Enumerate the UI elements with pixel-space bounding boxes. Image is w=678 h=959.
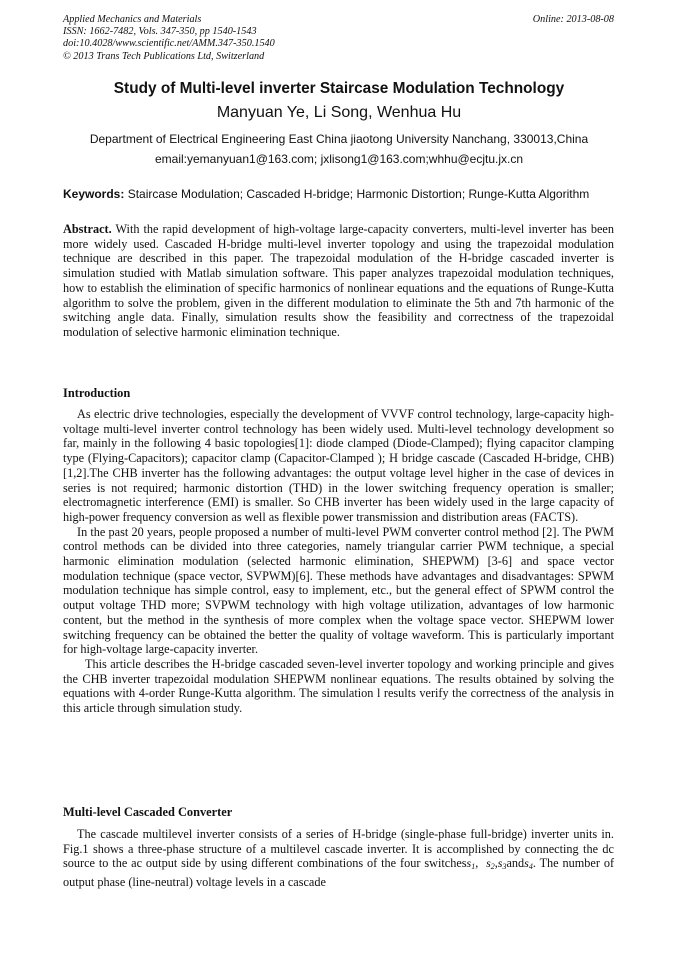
- copyright-line: © 2013 Trans Tech Publications Ltd, Switzerland: [63, 50, 265, 62]
- intro-paragraph-2: In the past 20 years, people proposed a number of multi-level PWM converter control method [2]. The PWM control methods can be divided into three categories, namely triangular carrier PWM technique, a special harmonic elimination modulation (selected harmonic elimination, SHEPWM) [3-6] and space vector modulation technique (space vector, SVPWM)[6]. These methods have advantages and disadvantages: SPWM modulation technique has simple control, easy to implement, etc., but the general effect of SPWM control the output voltage THD more; SVPWM technology with high voltage utilization, advantages of low harmonic content, but the method in the synthesis of more complex when the voltage space vector. SHEPWM lower switching frequency can be obtained the better the quality of voltage waveform. This is particularly important for high-voltage large-capacity inverter.: [63, 524, 614, 657]
- abstract-label: Abstract.: [63, 222, 112, 236]
- authors: Manyuan Ye, Li Song, Wenhua Hu: [216, 104, 462, 121]
- switch-s1: $s_1$: [466, 856, 476, 872]
- switch-s2: $s_2$: [486, 856, 495, 872]
- multilevel-body: [63, 827, 614, 890]
- doi-line: doi:10.4028/www.scientific.net/AMM.347-350.1540: [63, 38, 275, 50]
- multilevel-heading: Multi-level Cascaded Converter: [63, 805, 233, 819]
- affiliation: Department of Electrical Engineering East China jiaotong University Nanchang, 330013,China: [89, 132, 589, 146]
- introduction-body: [63, 407, 614, 716]
- online-date: Online: 2013-08-08: [532, 14, 614, 25]
- introduction-heading: Introduction: [63, 386, 131, 400]
- keywords-label: Keywords:: [63, 187, 125, 201]
- paper-title: Study of Multi-level inverter Staircase Modulation Technology: [113, 80, 565, 97]
- abstract: [63, 222, 614, 340]
- switch-s3: $s_3$: [497, 856, 507, 872]
- issn-line: ISSN: 1662-7482, Vols. 347-350, pp 1540-1543: [63, 26, 257, 38]
- abstract-text: With the rapid development of high-voltage large-capacity converters, multi-level inverter has been more widely used. Cascaded H-bridge multi-level inverter topology and using the trapezoidal modulation technique are described in this paper. The trapezoidal modulation of the H-bridge cascaded inverter is simulation studied with Matlab simulation software. This paper analyzes trapezoidal modulation techniques, how to establish the elimination of specific harmonics of nonlinear equations and the equations of Runge-Kutta algorithm to solve the problem, given in the different modulation to eliminate the 5th and 7th harmonic of the switching angle data. Finally, simulation results show the feasibility and correctness of the trapezoidal modulation of selective harmonic elimination technique.: [63, 222, 614, 339]
- switch-s4: $s_4$: [524, 856, 533, 872]
- email-line: email:yemanyuan1@163.com; jxlisong1@163.com;whhu@ecjtu.jx.cn: [154, 152, 524, 166]
- multilevel-p1-text: The cascade multilevel inverter consists of a series of H-bridge (single-phase full-bridge) inverter units in. Fig.1 shows a three-phase structure of a multilevel cascade inverter. It is accomplished by connecting the dc source to the ac output side by using different combinations of the four: [63, 827, 614, 871]
- intro-paragraph-1: As electric drive technologies, especially the development of VVVF control technology, large-capacity high-voltage multi-level inverter control technology has been widely used. Multi-level technology development so far, mainly in the following 4 basic topologies[1]: diode clamped (Diode-Clamped); flying capacitor clamping type (Flying-Capacitors); capacitor clamp (Capacitor-Clamped ); H bridge cascade (Cascaded H-bridge, CHB) [1,2].The CHB inverter has the following advantages: the output voltage level higher in the case of devices in series is not required; harmonic distortion (THD) in the lower switching frequency operation is smaller; electromagnetic interference (EMI) is smaller. So CHB inverter has been widely used in the large capacity of high-power frequency conversion as well as flexible power transmission and distribution areas (FACTS).: [63, 407, 614, 524]
- keywords: [63, 187, 623, 201]
- multilevel-p1-end: . The number of output phase (line-neutral) voltage levels in a cascade: [63, 856, 615, 890]
- intro-paragraph-3: This article describes the H-bridge cascaded seven-level inverter topology and working principle and gives the CHB inverter trapezoidal modulation SHEPWM nonlinear equations. The results obtained by solving the equations with 4-order Runge-Kutta algorithm. The simulation l results verify the correctness of the analysis in this article through simulation study.: [63, 656, 614, 716]
- journal-header: [63, 14, 275, 63]
- switches-word: switches: [424, 856, 467, 871]
- keywords-text: Staircase Modulation; Cascaded H-bridge; Harmonic Distortion; Runge-Kutta Algorithm: [124, 187, 590, 201]
- multilevel-paragraph-1: The cascade multilevel inverter consists of a series of H-bridge (single-phase full-bridge) inverter units in. Fig.1 shows a three-phase structure of a multilevel cascade inverter. It is accomplished by connecting the dc source to the ac output side by using different combinations of the four switchess$_1$, $s_2,s_3ands_4$. The number of output phase (line-neutral) voltage levels in a cascade: [63, 827, 615, 890]
- journal-name: Applied Mechanics and Materials: [63, 14, 202, 25]
